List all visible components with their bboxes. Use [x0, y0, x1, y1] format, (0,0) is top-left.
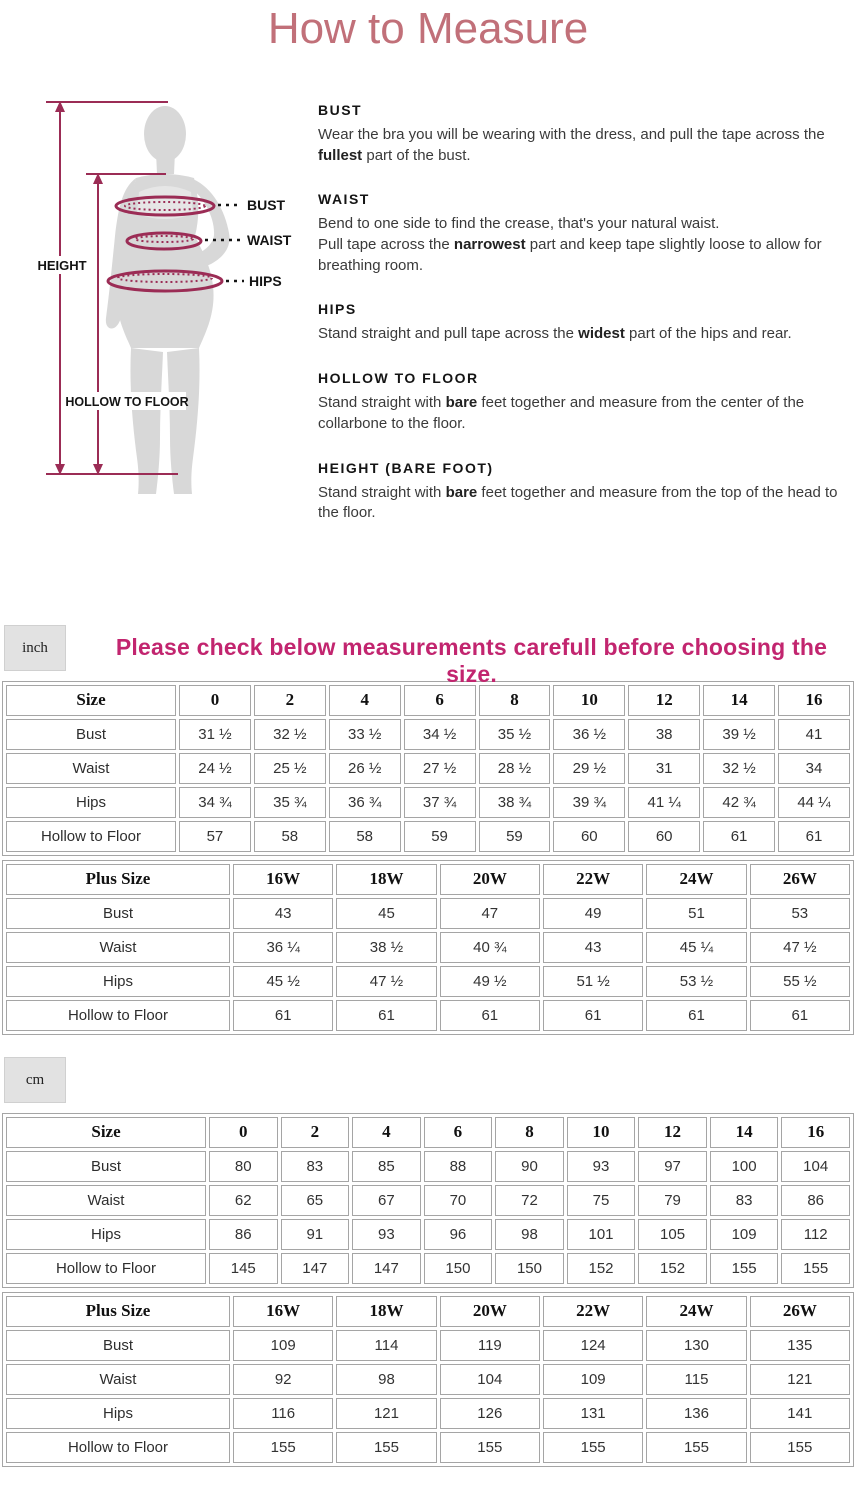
measurement-cell: 104 — [440, 1364, 540, 1395]
table-row — [6, 1219, 850, 1250]
row-label: Waist — [6, 1185, 206, 1216]
measurement-cell: 109 — [543, 1364, 643, 1395]
row-label: Waist — [6, 1364, 230, 1395]
measurement-cell: 70 — [424, 1185, 493, 1216]
instruction-heading: WAIST — [318, 191, 370, 208]
measurement-cell: 42 ¾ — [703, 787, 775, 818]
size-column-header: 6 — [424, 1117, 493, 1148]
instruction-text: Bend to one side to find the crease, that's your natural waist. — [318, 215, 720, 233]
size-column-header: 2 — [254, 685, 326, 716]
measurement-cell: 53 — [750, 898, 850, 929]
measurement-cell: 100 — [710, 1151, 779, 1182]
table-row — [6, 821, 850, 852]
measurement-cell: 31 — [628, 753, 700, 784]
table-header-row — [6, 864, 850, 895]
instruction-text: Pull tape across the narrowest part and keep tape slightly loose to allow for breathing room. — [318, 236, 822, 274]
measurement-cell: 124 — [543, 1330, 643, 1361]
instruction-block — [318, 370, 850, 434]
size-column-header: 14 — [703, 685, 775, 716]
measurement-cell: 155 — [646, 1432, 746, 1463]
table-row — [6, 1185, 850, 1216]
page-title: How to Measure — [267, 4, 589, 53]
row-label: Hollow to Floor — [6, 1253, 206, 1284]
measurement-cell: 119 — [440, 1330, 540, 1361]
measurement-cell: 147 — [352, 1253, 421, 1284]
measurement-cell: 85 — [352, 1151, 421, 1182]
measurement-cell: 59 — [479, 821, 551, 852]
measurement-cell: 92 — [233, 1364, 333, 1395]
standard-size-table — [2, 681, 854, 856]
measurement-cell: 88 — [424, 1151, 493, 1182]
measurement-cell: 49 ½ — [440, 966, 540, 997]
measurement-cell: 145 — [209, 1253, 278, 1284]
measurement-cell: 36 ¾ — [329, 787, 401, 818]
size-column-header: 10 — [567, 1117, 636, 1148]
measurement-cell: 51 — [646, 898, 746, 929]
size-notice: Please check below measurements carefull before choosing the size. — [115, 633, 828, 687]
measurement-cell: 98 — [495, 1219, 564, 1250]
measurement-cell: 38 — [628, 719, 700, 750]
table-row — [6, 1398, 850, 1429]
unit-tab-cm: cm — [4, 1057, 66, 1103]
size-column-header: 24W — [646, 1296, 746, 1327]
measurement-cell: 35 ½ — [479, 719, 551, 750]
measurement-cell: 72 — [495, 1185, 564, 1216]
measurement-cell: 60 — [628, 821, 700, 852]
instruction-block — [318, 460, 850, 524]
measurement-cell: 40 ¾ — [440, 932, 540, 963]
measurement-cell: 62 — [209, 1185, 278, 1216]
measurement-cell: 136 — [646, 1398, 746, 1429]
measurement-cell: 152 — [638, 1253, 707, 1284]
instruction-heading: HIPS — [318, 301, 357, 318]
table-row — [6, 1151, 850, 1182]
size-column-header: 16W — [233, 864, 333, 895]
measurement-cell: 39 ½ — [703, 719, 775, 750]
measurement-cell: 147 — [281, 1253, 350, 1284]
table-header-row — [6, 685, 850, 716]
measurement-cell: 61 — [646, 1000, 746, 1031]
row-label: Hips — [6, 966, 230, 997]
measurement-cell: 25 ½ — [254, 753, 326, 784]
size-column-header: 6 — [404, 685, 476, 716]
measurement-cell: 41 ¼ — [628, 787, 700, 818]
measurement-cell: 96 — [424, 1219, 493, 1250]
table-row — [6, 753, 850, 784]
size-column-header: 24W — [646, 864, 746, 895]
measurement-cell: 45 ¼ — [646, 932, 746, 963]
measurement-cell: 65 — [281, 1185, 350, 1216]
measurement-cell: 109 — [233, 1330, 333, 1361]
measurement-cell: 38 ½ — [336, 932, 436, 963]
measurement-cell: 98 — [336, 1364, 436, 1395]
measurement-cell: 43 — [543, 932, 643, 963]
measurement-cell: 38 ¾ — [479, 787, 551, 818]
measurement-cell: 101 — [567, 1219, 636, 1250]
row-label: Bust — [6, 1151, 206, 1182]
measurement-cell: 47 ½ — [750, 932, 850, 963]
size-column-header: 20W — [440, 864, 540, 895]
table-row — [6, 719, 850, 750]
measurement-cell: 24 ½ — [179, 753, 251, 784]
row-label: Waist — [6, 753, 176, 784]
measure-section — [0, 54, 856, 549]
instruction-text: Stand straight with bare feet together and measure from the center of the collarbone to the floor. — [318, 394, 805, 432]
size-column-header: 16 — [781, 1117, 850, 1148]
measurement-cell: 80 — [209, 1151, 278, 1182]
measurement-cell: 59 — [404, 821, 476, 852]
measurement-cell: 26 ½ — [329, 753, 401, 784]
measurement-cell: 37 ¾ — [404, 787, 476, 818]
measurement-cell: 51 ½ — [543, 966, 643, 997]
measurement-cell: 33 ½ — [329, 719, 401, 750]
table-row — [6, 1000, 850, 1031]
row-label: Hips — [6, 1219, 206, 1250]
size-header-label: Size — [6, 685, 176, 716]
size-column-header: 22W — [543, 1296, 643, 1327]
measurement-cell: 61 — [440, 1000, 540, 1031]
measurement-cell: 43 — [233, 898, 333, 929]
measurement-cell: 114 — [336, 1330, 436, 1361]
instruction-text: Stand straight with bare feet together and measure from the top of the head to the floor. — [318, 483, 838, 522]
size-column-header: 18W — [336, 1296, 436, 1327]
measurement-cell: 29 ½ — [553, 753, 625, 784]
measurement-cell: 131 — [543, 1398, 643, 1429]
measurement-cell: 47 — [440, 898, 540, 929]
plus-size-table — [2, 1292, 854, 1467]
row-label: Bust — [6, 719, 176, 750]
measurement-cell: 97 — [638, 1151, 707, 1182]
size-column-header: 14 — [710, 1117, 779, 1148]
measurement-cell: 32 ½ — [703, 753, 775, 784]
measurement-cell: 130 — [646, 1330, 746, 1361]
measurement-cell: 47 ½ — [336, 966, 436, 997]
measurement-cell: 126 — [440, 1398, 540, 1429]
section-head — [2, 625, 854, 687]
standard-size-table — [2, 1113, 854, 1288]
measurement-cell: 91 — [281, 1219, 350, 1250]
size-column-header: 12 — [628, 685, 700, 716]
size-column-header: 12 — [638, 1117, 707, 1148]
table-row — [6, 966, 850, 997]
measurement-cell: 152 — [567, 1253, 636, 1284]
measurement-cell: 61 — [543, 1000, 643, 1031]
measurement-cell: 116 — [233, 1398, 333, 1429]
row-label: Waist — [6, 932, 230, 963]
measurement-cell: 105 — [638, 1219, 707, 1250]
size-column-header: 18W — [336, 864, 436, 895]
size-column-header: 0 — [209, 1117, 278, 1148]
size-column-header: 26W — [750, 1296, 850, 1327]
measurement-cell: 28 ½ — [479, 753, 551, 784]
unit-section-inch — [0, 625, 856, 1035]
table-header-row — [6, 1296, 850, 1327]
measurement-cell: 109 — [710, 1219, 779, 1250]
row-label: Hollow to Floor — [6, 821, 176, 852]
size-column-header: 4 — [329, 685, 401, 716]
table-row — [6, 1253, 850, 1284]
size-column-header: 0 — [179, 685, 251, 716]
row-label: Hollow to Floor — [6, 1432, 230, 1463]
measurement-cell: 58 — [329, 821, 401, 852]
measurement-cell: 27 ½ — [404, 753, 476, 784]
measurement-cell: 86 — [781, 1185, 850, 1216]
instruction-text: Stand straight and pull tape across the widest part of the hips and rear. — [318, 325, 792, 343]
unit-tab-inch: inch — [4, 625, 66, 671]
instruction-heading: BUST — [318, 102, 363, 118]
measurement-cell: 155 — [710, 1253, 779, 1284]
instruction-block — [318, 301, 850, 345]
measurement-cell: 67 — [352, 1185, 421, 1216]
measurement-cell: 45 ½ — [233, 966, 333, 997]
measurement-cell: 115 — [646, 1364, 746, 1395]
body-diagram — [18, 96, 314, 518]
table-row — [6, 787, 850, 818]
measurement-cell: 155 — [781, 1253, 850, 1284]
measurement-cell: 36 ¼ — [233, 932, 333, 963]
measurement-cell: 121 — [336, 1398, 436, 1429]
size-column-header: 20W — [440, 1296, 540, 1327]
height-label: HEIGHT — [37, 258, 87, 273]
measurement-cell: 79 — [638, 1185, 707, 1216]
measurement-cell: 34 ½ — [404, 719, 476, 750]
instruction-list — [318, 96, 850, 549]
table-row — [6, 1364, 850, 1395]
measurement-cell: 60 — [553, 821, 625, 852]
measurement-cell: 49 — [543, 898, 643, 929]
size-header-label: Plus Size — [6, 1296, 230, 1327]
hollow-to-floor-label: HOLLOW TO FLOOR — [65, 395, 189, 409]
measurement-cell: 155 — [440, 1432, 540, 1463]
measurement-cell: 112 — [781, 1219, 850, 1250]
table-row — [6, 898, 850, 929]
plus-size-table — [2, 860, 854, 1035]
row-label: Hollow to Floor — [6, 1000, 230, 1031]
measurement-cell: 34 ¾ — [179, 787, 251, 818]
size-column-header: 10 — [553, 685, 625, 716]
measurement-cell: 44 ¼ — [778, 787, 850, 818]
measurement-cell: 53 ½ — [646, 966, 746, 997]
size-column-header: 2 — [281, 1117, 350, 1148]
measurement-cell: 35 ¾ — [254, 787, 326, 818]
measurement-cell: 121 — [750, 1364, 850, 1395]
table-row — [6, 1432, 850, 1463]
instruction-heading: HEIGHT (BARE FOOT) — [318, 459, 494, 476]
size-column-header: 8 — [495, 1117, 564, 1148]
measurement-cell: 86 — [209, 1219, 278, 1250]
measurement-cell: 104 — [781, 1151, 850, 1182]
measurement-cell: 34 — [778, 753, 850, 784]
measurement-cell: 155 — [750, 1432, 850, 1463]
measurement-cell: 90 — [495, 1151, 564, 1182]
measurement-cell: 75 — [567, 1185, 636, 1216]
table-row — [6, 932, 850, 963]
size-column-header: 22W — [543, 864, 643, 895]
size-column-header: 8 — [479, 685, 551, 716]
instruction-block — [318, 191, 850, 276]
row-label: Hips — [6, 787, 176, 818]
size-header-label: Size — [6, 1117, 206, 1148]
size-column-header: 16W — [233, 1296, 333, 1327]
measurement-cell: 41 — [778, 719, 850, 750]
measurement-cell: 155 — [336, 1432, 436, 1463]
measurement-cell: 61 — [778, 821, 850, 852]
measurement-cell: 36 ½ — [553, 719, 625, 750]
measurement-cell: 57 — [179, 821, 251, 852]
measurement-cell: 32 ½ — [254, 719, 326, 750]
measurement-cell: 155 — [543, 1432, 643, 1463]
measurement-cell: 93 — [567, 1151, 636, 1182]
unit-section-cm — [0, 1057, 856, 1467]
size-column-header: 26W — [750, 864, 850, 895]
size-chart-sections — [0, 625, 856, 1467]
measurement-cell: 155 — [233, 1432, 333, 1463]
measurement-cell: 61 — [750, 1000, 850, 1031]
row-label: Hips — [6, 1398, 230, 1429]
measurement-cell: 61 — [233, 1000, 333, 1031]
measurement-cell: 141 — [750, 1398, 850, 1429]
size-column-header: 16 — [778, 685, 850, 716]
body-silhouette — [106, 106, 230, 494]
table-row — [6, 1330, 850, 1361]
size-column-header: 4 — [352, 1117, 421, 1148]
measurement-cell: 31 ½ — [179, 719, 251, 750]
measurement-cell: 45 — [336, 898, 436, 929]
measurement-cell: 83 — [710, 1185, 779, 1216]
instruction-block — [318, 102, 850, 166]
measurement-figure — [18, 96, 314, 549]
row-label: Bust — [6, 1330, 230, 1361]
section-head — [2, 1057, 854, 1109]
instruction-text: Wear the bra you will be wearing with the dress, and pull the tape across the fullest part of the bust. — [318, 126, 825, 164]
bust-label: BUST — [247, 197, 286, 213]
instruction-heading: HOLLOW TO FLOOR — [318, 370, 479, 387]
measurement-cell: 83 — [281, 1151, 350, 1182]
measurement-cell: 61 — [336, 1000, 436, 1031]
measurement-cell: 39 ¾ — [553, 787, 625, 818]
table-header-row — [6, 1117, 850, 1148]
measurement-cell: 61 — [703, 821, 775, 852]
size-header-label: Plus Size — [6, 864, 230, 895]
waist-label: WAIST — [247, 232, 292, 248]
measurement-cell: 55 ½ — [750, 966, 850, 997]
measurement-cell: 135 — [750, 1330, 850, 1361]
hips-label: HIPS — [249, 273, 282, 289]
measurement-cell: 58 — [254, 821, 326, 852]
measurement-cell: 150 — [424, 1253, 493, 1284]
measurement-cell: 150 — [495, 1253, 564, 1284]
row-label: Bust — [6, 898, 230, 929]
measurement-cell: 93 — [352, 1219, 421, 1250]
